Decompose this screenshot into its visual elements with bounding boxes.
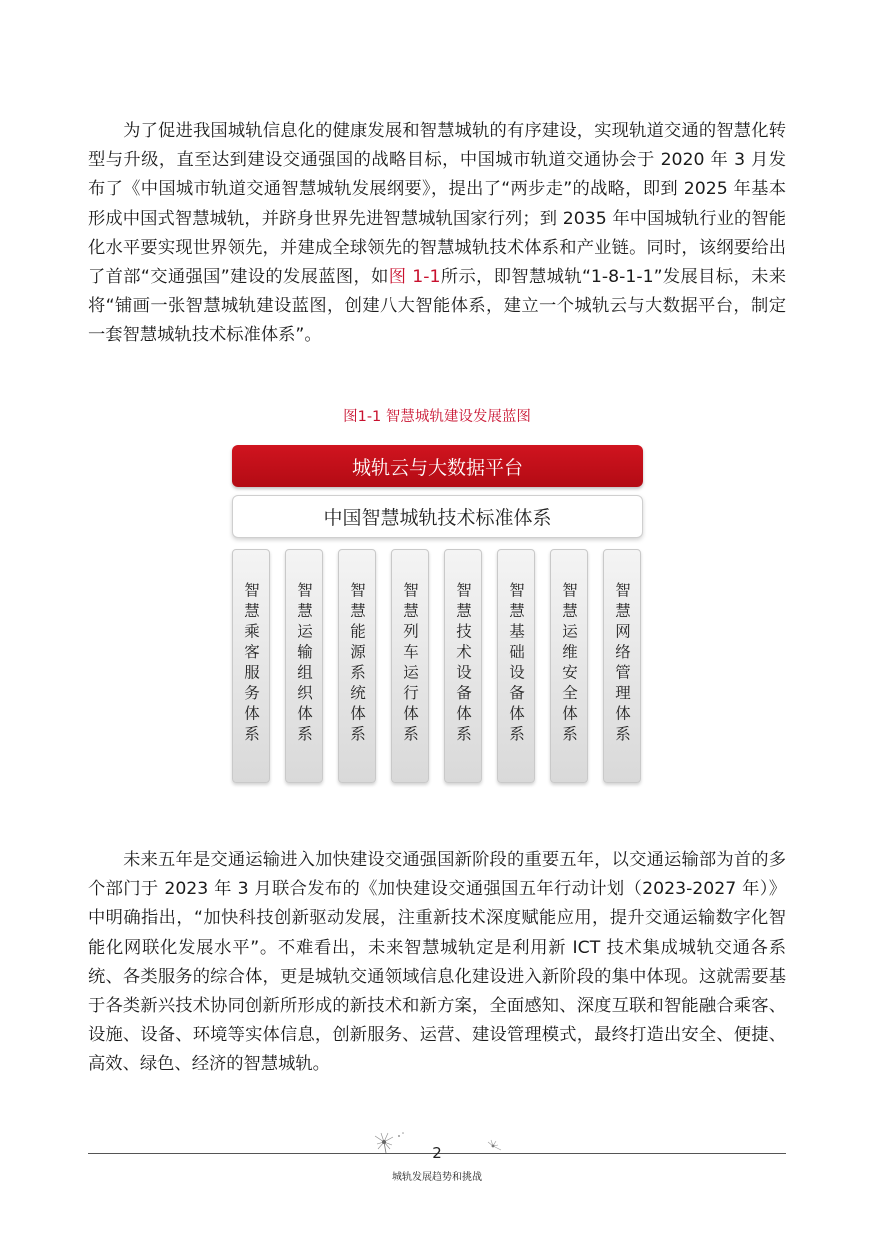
figure-reference-link[interactable]: 图 1-1: [388, 267, 441, 288]
intro-paragraph-text: 为了促进我国城轨信息化的健康发展和智慧城轨的有序建设，实现轨道交通的智慧化转型与升级，直至达到建设交通强国的战略目标，中国城市轨道交通协会于 2020 年 3 月发布了《中国城市轨道交通智慧城轨发展纲要》，提出了“两步走”的战略，即到 2025 年基本形成中国式智慧城轨，并跻身世界先进智慧城轨国家行列；到 2035 年中国城轨行业的智能化水平要实现世界领先，并建成全球领先的智慧城轨技术体系和产业链。同时，该纲要给出了首部“交通强国”建设的发展蓝图，如: [88, 121, 786, 288]
page-number: 2: [432, 1144, 442, 1162]
system-column: [285, 549, 323, 783]
blueprint-diagram: [232, 445, 643, 785]
system-column: [391, 549, 429, 783]
system-label: 智慧能源系统体系: [348, 582, 366, 746]
system-column: [232, 549, 270, 783]
standard-bar: 中国智慧城轨技术标准体系: [232, 495, 643, 538]
system-label: 智慧技术设备体系: [454, 582, 472, 746]
system-column: [444, 549, 482, 783]
system-column: [603, 549, 641, 783]
outlook-paragraph: [88, 846, 786, 1080]
system-label: 智慧网络管理体系: [613, 582, 631, 746]
footer-chapter-title: 城轨发展趋势和挑战: [392, 1172, 482, 1183]
system-label: 智慧运维安全体系: [560, 582, 578, 746]
platform-bar: 城轨云与大数据平台: [232, 445, 643, 487]
system-label: 智慧乘客服务体系: [242, 582, 260, 746]
figure-caption: 图1-1 智慧城轨建设发展蓝图: [343, 409, 531, 425]
intro-paragraph: [88, 117, 786, 351]
system-column: [338, 549, 376, 783]
outlook-paragraph-text: 未来五年是交通运输进入加快建设交通强国新阶段的重要五年，以交通运输部为首的多个部门于 2023 年 3 月联合发布的《加快建设交通强国五年行动计划（2023-2027 年）》中明确指出，“加快科技创新驱动发展，注重新技术深度赋能应用，提升交通运输数字化智能化网联化发展水平”。不难看出，未来智慧城轨定是利用新 ICT 技术集成城轨交通各系统、各类服务的综合体，更是城轨交通领域信息化建设进入新阶段的集中体现。这就需要基于各类新兴技术协同创新所形成的新技术和新方案，全面感知、深度互联和智能融合乘客、设施、设备、环境等实体信息，创新服务、运营、建设管理模式，最终打造出安全、便捷、高效、绿色、经济的智慧城轨。: [88, 850, 786, 1075]
system-label: 智慧基础设备体系: [507, 582, 525, 746]
system-label: 智慧列车运行体系: [401, 582, 419, 746]
systems-columns: [232, 549, 643, 785]
system-column: [497, 549, 535, 783]
intro-paragraph-text-cont: 所示，即智慧城轨“1-8-1-1”发展目标，未来将“铺画一张智慧城轨建设蓝图，创建八大智能体系，建立一个城轨云与大数据平台，制定一套智慧城轨技术标准体系”。: [88, 267, 787, 346]
system-label: 智慧运输组织体系: [295, 582, 313, 746]
system-column: [550, 549, 588, 783]
